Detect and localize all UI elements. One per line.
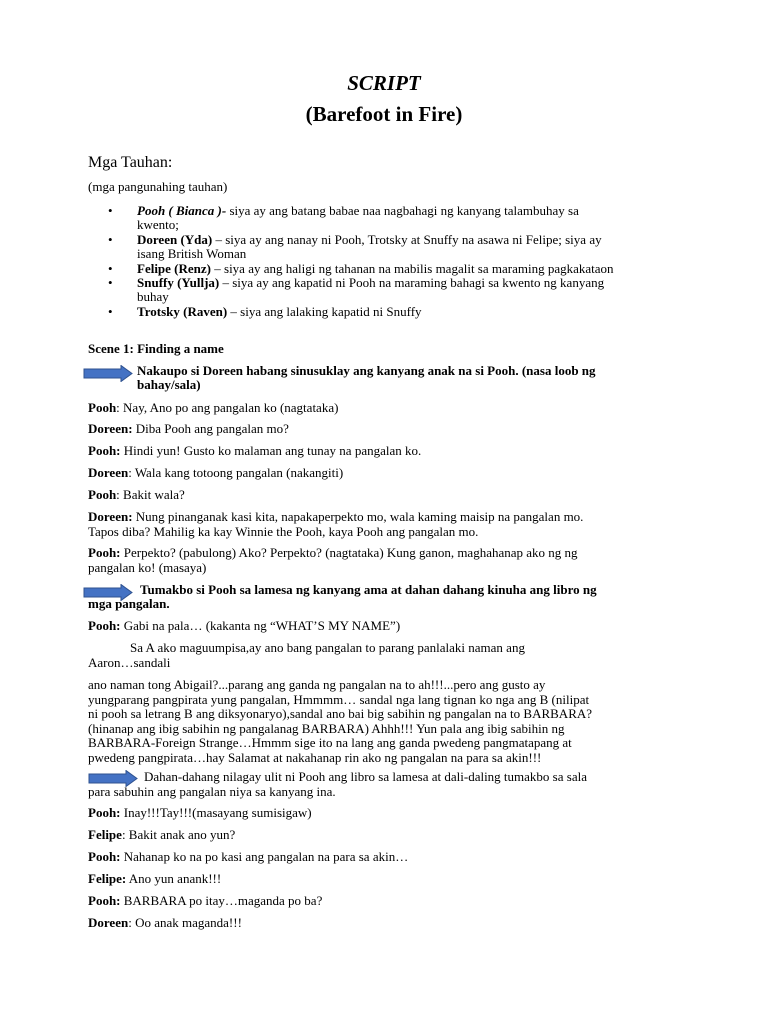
monologue-line: Aaron…sandali	[88, 654, 171, 670]
dialogue-line	[88, 400, 680, 415]
character-desc: – siya ay ang nanay ni Pooh, Trotsky at Snuffy na asawa ni Felipe; siya ay	[212, 231, 602, 247]
stage-direction	[88, 583, 682, 611]
speaker-name: Doreen	[88, 465, 129, 480]
speaker-name: Doreen:	[88, 509, 133, 524]
character-item	[108, 305, 680, 319]
bullet-icon: •	[108, 303, 113, 319]
character-desc: siya ay ang batang babae naa nagbahagi ng kanyang talambuhay sa	[226, 203, 579, 218]
stage-direction	[88, 769, 680, 799]
dialogue-text: Nahanap ko na po kasi ang pangalan na para sa akin…	[120, 849, 409, 864]
stage-direction-line: Tumakbo si Pooh sa lamesa ng kanyang ama at dahan dahang kinuha ang libro ng	[140, 582, 597, 597]
character-name: Felipe (Renz)	[137, 260, 212, 276]
stage-direction	[137, 364, 682, 392]
bullet-icon: •	[108, 231, 113, 247]
dialogue-text: : Bakit wala?	[116, 487, 185, 502]
character-desc: – siya ay ang kapatid ni Pooh na maraming bahagi sa kwento ng kanyang	[219, 275, 605, 291]
monologue-paragraph	[88, 678, 680, 765]
dialogue-text-cont: pangalan ko! (masaya)	[88, 560, 207, 575]
speaker-name: Pooh:	[88, 545, 121, 560]
speaker-name: Pooh:	[88, 805, 121, 820]
speaker-name: Pooh:	[88, 443, 121, 458]
stage-direction-line: para sabuhin ang pangalan niya sa kanyang ina.	[88, 784, 336, 799]
monologue-line: Sa A ako maguumpisa,ay ano bang pangalan to parang panlalaki naman ang	[130, 640, 525, 655]
characters-subheading: (mga pangunahing tauhan)	[88, 179, 228, 194]
speaker-name: Doreen	[88, 915, 129, 930]
right-arrow-icon	[83, 365, 133, 382]
speaker-name: Felipe	[88, 827, 122, 842]
dialogue-line	[88, 827, 680, 842]
dialogue-text: Perpekto? (pabulong) Ako? Perpekto? (nagtataka) Kung ganon, maghahanap ako ng ng	[120, 545, 578, 560]
speaker-name: Pooh:	[88, 849, 121, 864]
character-name: Pooh ( Bianca )-	[137, 203, 227, 218]
stage-direction-line: bahay/sala)	[137, 377, 201, 392]
speaker-name: Pooh	[88, 400, 117, 415]
script-subtitle: (Barefoot in Fire)	[305, 102, 463, 126]
dialogue-text-cont: Tapos diba? Mahilig ka kay Winnie the Pooh, kaya Pooh ang pangalan mo.	[88, 524, 479, 539]
dialogue-text: Diba Pooh ang pangalan mo?	[132, 421, 289, 436]
monologue-line: BARBARA-Foreign Strange…Hmmm sige ito na lang ang ganda pwedeng pangmatapang at	[88, 735, 572, 750]
script-title: SCRIPT	[347, 71, 421, 95]
dialogue-line	[88, 487, 680, 502]
dialogue-text: Nung pinanganak kasi kita, napakaperpekto mo, wala kaming maisip na pangalan mo.	[132, 509, 584, 524]
monologue-line: ano naman tong Abigail?...parang ang ganda ng pangalan na to ah!!!...pero ang gusto ay	[88, 677, 546, 692]
dialogue-text: : Nay, Ano po ang pangalan ko (nagtataka)	[116, 400, 339, 415]
character-list	[108, 204, 680, 319]
dialogue-text: : Oo anak maganda!!!	[128, 915, 242, 930]
dialogue-line	[88, 443, 680, 458]
speaker-name: Felipe:	[88, 871, 127, 886]
speaker-name: Pooh:	[88, 618, 121, 633]
dialogue-line	[88, 465, 680, 480]
monologue-line: pwedeng pangpirata…hay Salamat at nakahanap rin ako ng pangalan na para sa akin!!!	[88, 749, 542, 765]
dialogue-line	[88, 805, 680, 820]
dialogue-line	[88, 545, 680, 575]
bullet-icon: •	[108, 260, 113, 276]
dialogue-line	[88, 893, 680, 908]
dialogue-line	[88, 871, 680, 886]
dialogue-line	[88, 618, 680, 633]
bullet-icon: •	[108, 203, 113, 218]
stage-direction-line: Nakaupo si Doreen habang sinusuklay ang kanyang anak na si Pooh. (nasa loob ng	[137, 363, 596, 378]
dialogue-text: Hindi yun! Gusto ko malaman ang tunay na pangalan ko.	[120, 443, 422, 458]
character-desc: – siya ay ang haligi ng tahanan na mabilis magalit sa maraming pagkakataon	[211, 260, 614, 276]
monologue-line: yungparang pangpirata yung pangalan, Hmmmm… sandal nga lang tignan ko nga ang B (nilipat	[88, 691, 590, 707]
dialogue-line	[88, 915, 680, 930]
character-name: Doreen (Yda)	[137, 231, 213, 247]
dialogue-line	[88, 849, 680, 864]
monologue-line: (hinanap ang ibig sabihin ng pangalanag BARBARA) Ahhh!!! Yun pala ang ibig sabihin ng	[88, 720, 565, 736]
monologue-line: ni pooh sa letrang B ang diksyonaryo),sandal ano bai big sabihin ng pangalan na to BARBARA?	[88, 706, 593, 721]
speaker-name: Pooh	[88, 487, 117, 502]
dialogue-line	[88, 509, 680, 539]
dialogue-text: : Wala kang totoong pangalan (nakangiti)	[128, 465, 344, 480]
scene-heading: Scene 1: Finding a name	[88, 341, 224, 356]
character-desc-cont: isang British Woman	[137, 246, 247, 262]
dialogue-text: Ano yun anank!!!	[126, 871, 222, 886]
character-item	[108, 204, 680, 233]
character-name: Snuffy (Yullja)	[137, 275, 220, 291]
character-item	[108, 276, 680, 305]
monologue-paragraph	[88, 641, 680, 670]
dialogue-text: BARBARA po itay…maganda po ba?	[120, 893, 323, 908]
stage-direction-line: Dahan-dahang nilagay ulit ni Pooh ang libro sa lamesa at dali-daling tumakbo sa sala	[144, 769, 587, 784]
character-desc-cont: kwento;	[137, 217, 179, 233]
dialogue-line	[88, 421, 680, 436]
speaker-name: Doreen:	[88, 421, 133, 436]
character-desc: – siya ang lalaking kapatid ni Snuffy	[227, 303, 422, 319]
dialogue-text: : Bakit anak ano yun?	[121, 827, 236, 842]
character-item	[108, 262, 680, 276]
stage-direction-line: mga pangalan.	[88, 596, 170, 611]
bullet-icon: •	[108, 275, 113, 291]
character-desc-cont: buhay	[137, 289, 169, 305]
dialogue-text: Gabi na pala… (kakanta ng “WHAT’S MY NAME”)	[120, 618, 401, 633]
speaker-name: Pooh:	[88, 893, 121, 908]
characters-heading: Mga Tauhan:	[88, 154, 173, 171]
dialogue-text: Inay!!!Tay!!!(masayang sumisigaw)	[120, 805, 312, 820]
character-item	[108, 233, 680, 262]
character-name: Trotsky (Raven)	[137, 303, 228, 319]
